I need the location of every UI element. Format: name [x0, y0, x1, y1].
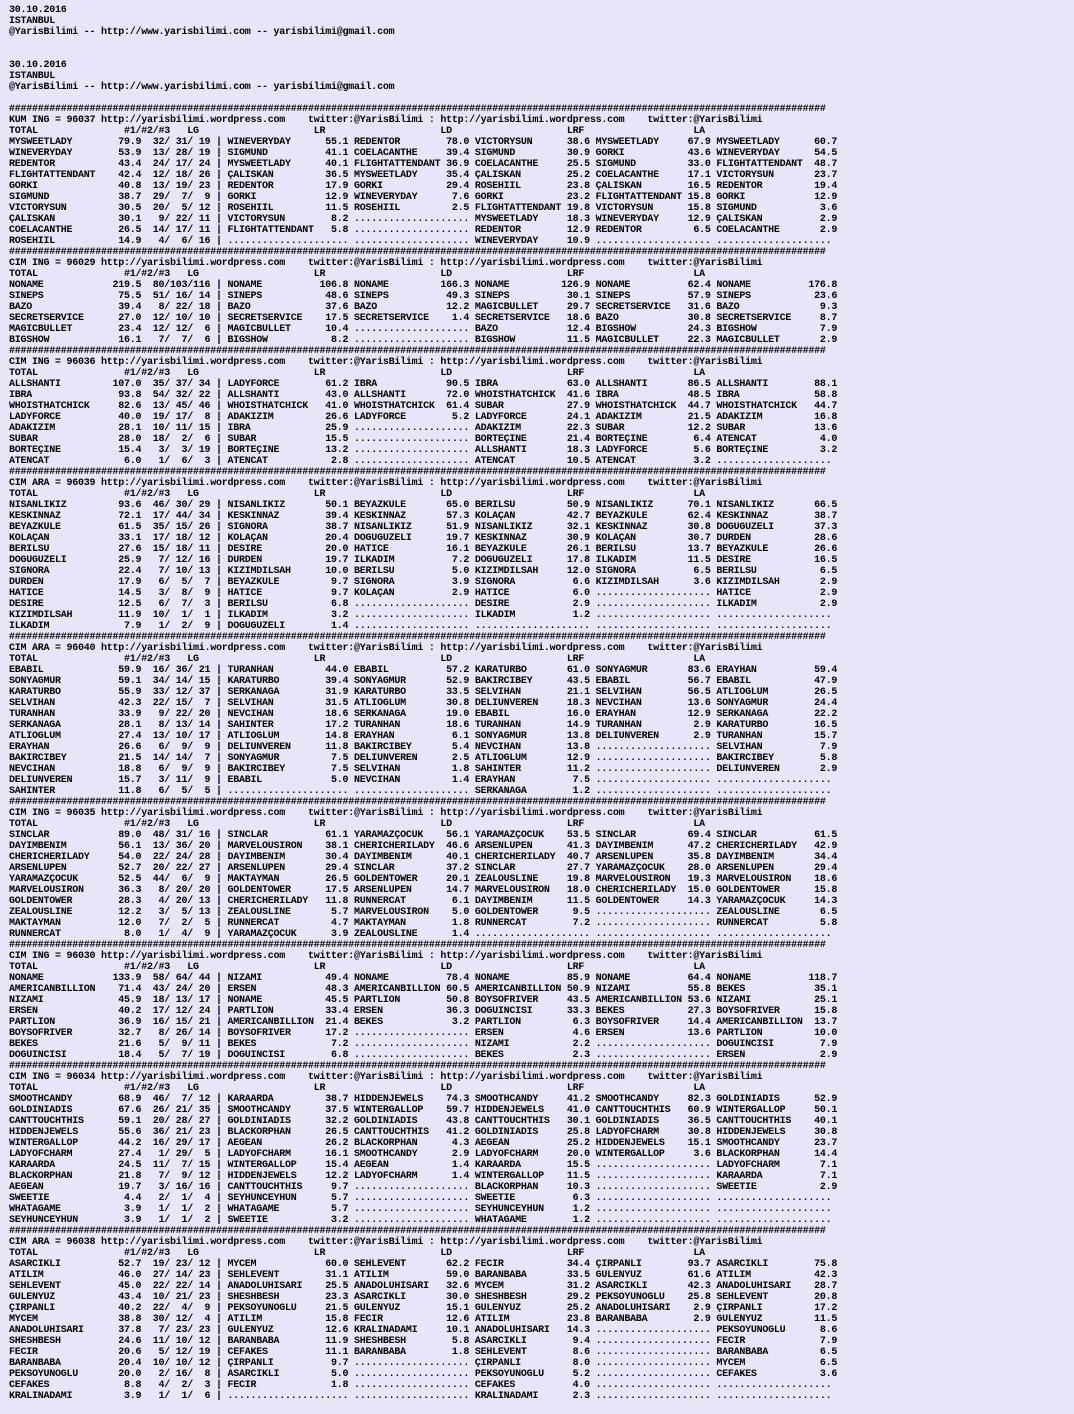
- text-line: BARANBABA 20.4 10/ 10/ 12 | ÇIRPANLI 9.7 .................... ÇIRPANLI 8.0 .................... MYCEM 6.5: [9, 1358, 838, 1369]
- text-line: SMOOTHCANDY 68.9 46/ 7/ 12 | KARAARDA 38.7 HIDDENJEWELS 74.3 SMOOTHCANDY 41.2 SMOOTHCANDY 82.3 GOLDINIADIS 52.9: [9, 1094, 838, 1105]
- text-line: HATICE 14.5 3/ 8/ 9 | HATICE 9.7 KOLAÇAN 2.9 HATICE 6.0 .................... HATICE 2.9: [9, 588, 838, 599]
- text-line: SWEETIE 4.4 2/ 1/ 4 | SEYHUNCEYHUN 5.7 .................... SWEETIE 6.3 .................... ....................: [9, 1193, 832, 1204]
- text-line: FECIR 20.6 5/ 12/ 19 | CEFAKES 11.1 BARANBABA 1.8 SEHLEVENT 8.6 .................... BARANBABA 6.5: [9, 1347, 838, 1358]
- separator-line: ##############################################################################################################################################: [9, 940, 826, 951]
- text-line: YARAMAZÇOCUK 52.5 44/ 6/ 9 | MAKTAYMAN 26.5 GOLDENTOWER 20.1 ZEALOUSLINE 19.8 MARVELOUSIRON 19.3 MARVELOUSIRON 18.6: [9, 874, 838, 885]
- separator-line: ##############################################################################################################################################: [9, 467, 826, 478]
- race-header-line: KUM ING = 96037 http://yarisbilimi.wordpress.com twitter:@YarisBilimi : http://yarisbilimi.wordpress.com twitter:@YarisBilimi: [9, 115, 763, 126]
- separator-line: ##############################################################################################################################################: [9, 632, 826, 643]
- text-line: BEYAZKULE 61.5 35/ 15/ 26 | SIGNORA 38.7 NISANLIKIZ 51.9 NISANLIKIZ 32.1 KESKINNAZ 30.8 DOGUGUZELI 37.3: [9, 522, 838, 533]
- text-line: BEKES 21.6 5/ 9/ 11 | BEKES 7.2 .................... NIZAMI 2.2 .................... DOGUINCISI 7.9: [9, 1039, 838, 1050]
- race-header-line: CIM ING = 96030 http://yarisbilimi.wordpress.com twitter:@YarisBilimi : http://yarisbilimi.wordpress.com twitter:@YarisBilimi: [9, 951, 763, 962]
- text-line: LADYFORCE 40.0 19/ 17/ 8 | ADAKIZIM 26.6 LADYFORCE 5.2 LADYFORCE 24.1 ADAKIZIM 21.5 ADAKIZIM 16.8: [9, 412, 838, 423]
- text-line: ISTANBUL: [9, 71, 56, 82]
- text-line: 30.10.2016: [9, 60, 67, 71]
- text-line: DAYIMBENIM 56.1 13/ 36/ 20 | MARVELOUSIRON 38.1 CHERICHERILADY 46.6 ARSENLUPEN 41.3 DAYIMBENIM 47.2 CHERICHERILADY 42.9: [9, 841, 838, 852]
- text-line: DURDEN 17.9 6/ 5/ 7 | BEYAZKULE 9.7 SIGNORA 3.9 SIGNORA 6.6 KIZIMDILSAH 3.6 KIZIMDILSAH 2.9: [9, 577, 838, 588]
- text-line: BAZO 39.4 8/ 22/ 18 | BAZO 37.6 BAZO 12.2 MAGICBULLET 29.7 SECRETSERVICE 31.6 BAZO 9.3: [9, 302, 838, 313]
- text-line: BAKIRCIBEY 21.5 14/ 14/ 7 | SONYAGMUR 7.5 DELIUNVEREN 2.5 ATLIOGLUM 12.9 .................... BAKIRCIBEY 5.8: [9, 753, 838, 764]
- text-line: WHOISTHATCHICK 82.6 13/ 45/ 46 | WHOISTHATCHICK 41.0 WHOISTHATCHICK 61.4 SUBAR 27.9 WHOISTHATCHICK 44.7 WHOISTHATCHICK 44.7: [9, 401, 838, 412]
- text-line: MARVELOUSIRON 36.3 8/ 20/ 20 | GOLDENTOWER 17.5 ARSENLUPEN 14.7 MARVELOUSIRON 18.0 CHERICHERILADY 15.0 GOLDENTOWER 15.8: [9, 885, 838, 896]
- text-line: SHESHBESH 24.6 11/ 10/ 12 | BARANBABA 11.9 SHESHBESH 5.8 ASARCIKLI 9.4 .................... FECIR 7.9: [9, 1336, 838, 1347]
- text-line: FLIGHTATTENDANT 42.4 12/ 18/ 26 | ÇALISKAN 36.5 MYSWEETLADY 35.4 ÇALISKAN 25.2 COELACANTHE 17.1 VICTORYSUN 23.7: [9, 170, 838, 181]
- text-line: ERSEN 40.2 17/ 12/ 24 | PARTLION 33.4 ERSEN 36.3 DOGUINCISI 33.3 BEKES 27.3 BOYSOFRIVER 15.8: [9, 1006, 838, 1017]
- text-line: 30.10.2016: [9, 5, 67, 16]
- text-line: GOLDINIADIS 67.6 26/ 21/ 35 | SMOOTHCANDY 37.5 WINTERGALLOP 59.7 HIDDENJEWELS 41.0 CANTTOUCHTHIS 60.9 WINTERGALLOP 50.1: [9, 1105, 838, 1116]
- text-line: IBRA 93.8 54/ 32/ 22 | ALLSHANTI 43.0 ALLSHANTI 72.0 WHOISTHATCHICK 41.6 IBRA 48.5 IBRA 58.8: [9, 390, 838, 401]
- race-header-line: CIM ING = 96034 http://yarisbilimi.wordpress.com twitter:@YarisBilimi : http://yarisbilimi.wordpress.com twitter:@YarisBilimi: [9, 1072, 763, 1083]
- text-line: DELIUNVEREN 15.7 3/ 11/ 9 | EBABIL 5.0 NEVCIHAN 1.4 ERAYHAN 7.5 .................... ....................: [9, 775, 832, 786]
- text-line: ANADOLUHISARI 37.8 7/ 23/ 23 | GULENYUZ 12.6 KRALINADAMI 10.1 ANADOLUHISARI 14.3 .................... PEKSOYUNOGLU 8.6: [9, 1325, 838, 1336]
- text-line: ISTANBUL: [9, 16, 56, 27]
- text-line: ÇIRPANLI 40.2 22/ 4/ 9 | PEKSOYUNOGLU 21.5 GULENYUZ 15.1 GULENYUZ 25.2 ANADOLUHISARI 2.9 ÇIRPANLI 17.2: [9, 1303, 838, 1314]
- text-line: MYCEM 38.8 30/ 12/ 4 | ATILIM 15.8 FECIR 12.6 ATILIM 23.8 BARANBABA 2.9 GULENYUZ 11.5: [9, 1314, 838, 1325]
- text-line: SERKANAGA 28.1 8/ 13/ 14 | SAHINTER 17.2 TURANHAN 18.6 TURANHAN 14.9 TURANHAN 2.9 KARATURBO 16.5: [9, 720, 838, 731]
- separator-line: ##############################################################################################################################################: [9, 346, 826, 357]
- text-line: ROSEHIIL 14.9 4/ 6/ 16 | ..................... .................... WINEVERYDAY 10.9 .................... ....................: [9, 236, 832, 247]
- blank-line: [9, 49, 1074, 60]
- column-header-line: TOTAL #1/#2/#3 LG LR LD LRF LA: [9, 819, 705, 830]
- column-header-line: TOTAL #1/#2/#3 LG LR LD LRF LA: [9, 962, 705, 973]
- text-line: EBABIL 59.9 16/ 36/ 21 | TURANHAN 44.0 EBABIL 57.2 KARATURBO 61.0 SONYAGMUR 83.6 ERAYHAN 59.4: [9, 665, 838, 676]
- text-line: KIZIMDILSAH 11.9 10/ 1/ 1 | ILKADIM 3.2 .................... ILKADIM 1.2 .................... ....................: [9, 610, 832, 621]
- text-line: TURANHAN 33.9 9/ 22/ 20 | NEVCIHAN 18.6 SERKANAGA 19.0 EBABIL 16.0 ERAYHAN 12.9 SERKANAGA 22.2: [9, 709, 838, 720]
- text-line: NEVCIHAN 18.8 6/ 9/ 9 | BAKIRCIBEY 7.5 SELVIHAN 1.8 SAHINTER 11.2 .................... DELIUNVEREN 2.9: [9, 764, 838, 775]
- text-line: SAHINTER 11.8 6/ 5/ 5 | ..................... .................... SERKANAGA 1.2 .................... ....................: [9, 786, 832, 797]
- text-line: HIDDENJEWELS 55.6 36/ 21/ 23 | BLACKORPHAN 26.5 CANTTOUCHTHIS 41.2 GOLDINIADIS 25.8 LADYOFCHARM 30.8 HIDDENJEWELS 30.8: [9, 1127, 838, 1138]
- blank-line: [9, 38, 1074, 49]
- race-header-line: CIM ING = 96036 http://yarisbilimi.wordpress.com twitter:@YarisBilimi : http://yarisbilimi.wordpress.com twitter:@YarisBilimi: [9, 357, 763, 368]
- separator-line: ##############################################################################################################################################: [9, 1226, 826, 1237]
- text-line: @YarisBilimi -- http://www.yarisbilimi.com -- yarisbilimi@gmail.com: [9, 27, 395, 38]
- text-line: SINCLAR 89.0 48/ 31/ 16 | SINCLAR 61.1 YARAMAZÇOCUK 56.1 YARAMAZÇOCUK 53.5 SINCLAR 69.4 SINCLAR 61.5: [9, 830, 838, 841]
- separator-line: ##############################################################################################################################################: [9, 247, 826, 258]
- column-header-line: TOTAL #1/#2/#3 LG LR LD LRF LA: [9, 489, 705, 500]
- column-header-line: TOTAL #1/#2/#3 LG LR LD LRF LA: [9, 269, 705, 280]
- text-line: ATENCAT 6.0 1/ 6/ 3 | ATENCAT 2.8 .................... ATENCAT 10.5 ATENCAT 3.2 ....................: [9, 456, 832, 467]
- text-line: COELACANTHE 26.5 14/ 17/ 11 | FLIGHTATTENDANT 5.8 .................... REDENTOR 12.9 REDENTOR 6.5 COELACANTHE 2.9: [9, 225, 838, 236]
- text-line: BIGSHOW 16.1 7/ 7/ 6 | BIGSHOW 8.2 .................... BIGSHOW 11.5 MAGICBULLET 22.3 MAGICBULLET 2.9: [9, 335, 838, 346]
- separator-line: ##############################################################################################################################################: [9, 1061, 826, 1072]
- text-line: MAGICBULLET 23.4 12/ 12/ 6 | MAGICBULLET 10.4 .................... BAZO 12.4 BIGSHOW 24.3 BIGSHOW 7.9: [9, 324, 838, 335]
- text-line: KARAARDA 24.5 11/ 7/ 15 | WINTERGALLOP 15.4 AEGEAN 1.4 KARAARDA 15.5 .................... LADYOFCHARM 7.1: [9, 1160, 838, 1171]
- text-line: ATILIM 46.0 27/ 14/ 23 | SEHLEVENT 31.1 ATILIM 59.0 BARANBABA 33.5 GULENYUZ 61.6 ATILIM 42.3: [9, 1270, 838, 1281]
- text-line: NONAME 133.9 58/ 64/ 44 | NIZAMI 49.4 NONAME 78.4 NONAME 85.9 NONAME 64.4 NONAME 118.7: [9, 973, 838, 984]
- text-line: BORTEÇINE 15.4 3/ 3/ 19 | BORTEÇINE 13.2 .................... ALLSHANTI 18.3 LADYFORCE 5.6 BORTEÇINE 3.2: [9, 445, 838, 456]
- text-line: DOGUGUZELI 25.9 7/ 12/ 16 | DURDEN 19.7 ILKADIM 7.2 DOGUGUZELI 17.8 ILKADIM 11.5 DESIRE 16.5: [9, 555, 838, 566]
- text-line: KESKINNAZ 72.1 17/ 44/ 34 | KESKINNAZ 39.4 KESKINNAZ 57.3 KOLAÇAN 42.7 BEYAZKULE 62.4 KESKINNAZ 38.7: [9, 511, 838, 522]
- text-line: AEGEAN 19.7 3/ 16/ 16 | CANTTOUCHTHIS 9.7 .................... BLACKORPHAN 10.3 .................... SWEETIE 2.9: [9, 1182, 838, 1193]
- text-line: CEFAKES 8.8 4/ 2/ 3 | FECIR 1.8 .................... CEFAKES 4.0 .................... ....................: [9, 1380, 832, 1391]
- text-line: BLACKORPHAN 21.8 7/ 9/ 12 | HIDDENJEWELS 12.2 LADYOFCHARM 1.4 WINTERGALLOP 11.5 .................... KARAARDA 7.1: [9, 1171, 838, 1182]
- race-header-line: CIM ARA = 96039 http://yarisbilimi.wordpress.com twitter:@YarisBilimi : http://yarisbilimi.wordpress.com twitter:@YarisBilimi: [9, 478, 763, 489]
- race-header-line: CIM ING = 96035 http://yarisbilimi.wordpress.com twitter:@YarisBilimi : http://yarisbilimi.wordpress.com twitter:@YarisBilimi: [9, 808, 763, 819]
- text-line: KARATURBO 55.9 33/ 12/ 37 | SERKANAGA 31.9 KARATURBO 33.5 SELVIHAN 21.1 SELVIHAN 56.5 ATLIOGLUM 26.5: [9, 687, 838, 698]
- text-line: RUNNERCAT 8.0 1/ 4/ 9 | YARAMAZÇOCUK 3.9 ZEALOUSLINE 1.4 .................... .................... ....................: [9, 929, 832, 940]
- text-line: SIGMUND 38.7 29/ 7/ 9 | GORKI 12.9 WINEVERYDAY 7.6 GORKI 23.2 FLIGHTATTENDANT 15.8 GORKI 12.9: [9, 192, 838, 203]
- text-line: ADAKIZIM 28.1 10/ 11/ 15 | IBRA 25.9 .................... ADAKIZIM 22.3 SUBAR 12.2 SUBAR 13.6: [9, 423, 838, 434]
- text-line: WINTERGALLOP 44.2 16/ 29/ 17 | AEGEAN 26.2 BLACKORPHAN 4.3 AEGEAN 25.2 HIDDENJEWELS 15.1 SMOOTHCANDY 23.7: [9, 1138, 838, 1149]
- blank-line: [9, 93, 1074, 104]
- race-header-line: CIM ING = 96029 http://yarisbilimi.wordpress.com twitter:@YarisBilimi : http://yarisbilimi.wordpress.com twitter:@YarisBilimi: [9, 258, 763, 269]
- text-line: SEHLEVENT 45.0 22/ 22/ 14 | ANADOLUHISARI 25.5 ANADOLUHISARI 32.6 MYCEM 31.2 ASARCIKLI 42.3 ANADOLUHISARI 28.7: [9, 1281, 838, 1292]
- text-line: NIZAMI 45.9 18/ 13/ 17 | NONAME 45.5 PARTLION 50.8 BOYSOFRIVER 43.5 AMERICANBILLION 53.6 NIZAMI 25.1: [9, 995, 838, 1006]
- text-line: NISANLIKIZ 93.6 46/ 30/ 29 | NISANLIKIZ 50.1 BEYAZKULE 65.0 BERILSU 50.9 NISANLIKIZ 70.1 NISANLIKIZ 66.5: [9, 500, 838, 511]
- text-line: REDENTOR 43.4 24/ 17/ 24 | MYSWEETLADY 40.1 FLIGHTATTENDANT 36.9 COELACANTHE 25.5 SIGMUND 33.0 FLIGHTATTENDANT 48.7: [9, 159, 838, 170]
- text-line: SONYAGMUR 59.1 34/ 14/ 15 | KARATURBO 39.4 SONYAGMUR 52.9 BAKIRCIBEY 43.5 EBABIL 56.7 EBABIL 47.9: [9, 676, 838, 687]
- text-line: MYSWEETLADY 79.9 32/ 31/ 19 | WINEVERYDAY 55.1 REDENTOR 78.0 VICTORYSUN 38.6 MYSWEETLADY 67.9 MYSWEETLADY 60.7: [9, 137, 838, 148]
- text-line: SEYHUNCEYHUN 3.9 1/ 1/ 2 | SWEETIE 3.2 .................... WHATAGAME 1.2 .................... ....................: [9, 1215, 832, 1226]
- race-header-line: CIM ARA = 96038 http://yarisbilimi.wordpress.com twitter:@YarisBilimi : http://yarisbilimi.wordpress.com twitter:@YarisBilimi: [9, 1237, 763, 1248]
- separator-line: ##############################################################################################################################################: [9, 797, 826, 808]
- text-line: GULENYUZ 43.4 10/ 21/ 23 | SHESHBESH 23.3 ASARCIKLI 30.0 SHESHBESH 29.2 PEKSOYUNOGLU 25.8 SEHLEVENT 20.8: [9, 1292, 838, 1303]
- text-line: KRALINADAMI 3.9 1/ 1/ 6 | ..................... .................... KRALINADAMI 2.3 .................... ....................: [9, 1391, 832, 1402]
- column-header-line: TOTAL #1/#2/#3 LG LR LD LRF LA: [9, 1248, 705, 1259]
- text-line: PEKSOYUNOGLU 20.0 2/ 16/ 8 | ASARCIKLI 5.0 .................... PEKSOYUNOGLU 5.2 .................... CEFAKES 3.6: [9, 1369, 838, 1380]
- text-line: SUBAR 28.0 18/ 2/ 6 | SUBAR 15.5 .................... BORTEÇINE 21.4 BORTEÇINE 6.4 ATENCAT 4.0: [9, 434, 838, 445]
- text-line: MAKTAYMAN 12.0 7/ 2/ 5 | RUNNERCAT 4.7 MAKTAYMAN 1.8 RUNNERCAT 7.2 .................... RUNNERCAT 5.8: [9, 918, 838, 929]
- text-line: AMERICANBILLION 71.4 43/ 24/ 20 | ERSEN 48.3 AMERICANBILLION 60.5 AMERICANBILLION 50.9 NIZAMI 55.8 BEKES 35.1: [9, 984, 838, 995]
- race-header-line: CIM ARA = 96040 http://yarisbilimi.wordpress.com twitter:@YarisBilimi : http://yarisbilimi.wordpress.com twitter:@YarisBilimi: [9, 643, 763, 654]
- column-header-line: TOTAL #1/#2/#3 LG LR LD LRF LA: [9, 654, 705, 665]
- text-line: DESIRE 12.5 6/ 7/ 3 | BERILSU 6.8 .................... DESIRE 2.9 .................... ILKADIM 2.9: [9, 599, 838, 610]
- text-line: KOLAÇAN 33.1 17/ 18/ 12 | KOLAÇAN 20.4 DOGUGUZELI 19.7 KESKINNAZ 30.9 KOLAÇAN 30.7 DURDEN 28.6: [9, 533, 838, 544]
- text-line: ALLSHANTI 107.0 35/ 37/ 34 | LADYFORCE 61.2 IBRA 90.5 IBRA 63.0 ALLSHANTI 86.5 ALLSHANTI 88.1: [9, 379, 838, 390]
- text-line: PARTLION 36.9 16/ 15/ 21 | AMERICANBILLION 21.4 BEKES 3.2 PARTLION 6.3 BOYSOFRIVER 14.4 AMERICANBILLION 13.7: [9, 1017, 838, 1028]
- text-line: SECRETSERVICE 27.0 12/ 10/ 10 | SECRETSERVICE 17.5 SECRETSERVICE 1.4 SECRETSERVICE 18.6 BAZO 30.8 SECRETSERVICE 8.7: [9, 313, 838, 324]
- text-line: SELVIHAN 42.3 22/ 15/ 7 | SELVIHAN 31.5 ATLIOGLUM 30.8 DELIUNVEREN 18.3 NEVCIHAN 13.6 SONYAGMUR 24.4: [9, 698, 838, 709]
- text-line: BOYSOFRIVER 32.7 8/ 26/ 14 | BOYSOFRIVER 17.2 .................... ERSEN 4.6 ERSEN 13.6 PARTLION 10.0: [9, 1028, 838, 1039]
- text-line: ASARCIKLI 52.7 19/ 23/ 12 | MYCEM 60.0 SEHLEVENT 62.2 FECIR 34.4 ÇIRPANLI 93.7 ASARCIKLI 75.8: [9, 1259, 838, 1270]
- separator-line: ##############################################################################################################################################: [9, 104, 826, 115]
- text-line: ARSENLUPEN 52.7 20/ 22/ 27 | ARSENLUPEN 29.4 SINCLAR 37.2 SINCLAR 27.7 YARAMAZÇOCUK 28.0 ARSENLUPEN 29.4: [9, 863, 838, 874]
- text-line: GORKI 40.8 13/ 19/ 23 | REDENTOR 17.9 GORKI 29.4 ROSEHIIL 23.8 ÇALISKAN 16.5 REDENTOR 19.4: [9, 181, 838, 192]
- text-line: VICTORYSUN 30.5 20/ 5/ 12 | ROSEHIIL 11.5 ROSEHIIL 2.5 FLIGHTATTENDANT 19.8 VICTORYSUN 15.8 SIGMUND 3.6: [9, 203, 838, 214]
- text-line: ÇALISKAN 30.1 9/ 22/ 11 | VICTORYSUN 8.2 .................... MYSWEETLADY 18.3 WINEVERYDAY 12.9 ÇALISKAN 2.9: [9, 214, 838, 225]
- text-line: WHATAGAME 3.9 1/ 1/ 2 | WHATAGAME 5.7 .................... SEYHUNCEYHUN 1.2 .................... ....................: [9, 1204, 832, 1215]
- text-line: LADYOFCHARM 27.4 1/ 29/ 5 | LADYOFCHARM 16.1 SMOOTHCANDY 2.9 LADYOFCHARM 20.0 WINTERGALLOP 3.6 BLACKORPHAN 14.4: [9, 1149, 838, 1160]
- text-line: CANTTOUCHTHIS 59.1 20/ 28/ 27 | GOLDINIADIS 32.2 GOLDINIADIS 43.8 CANTTOUCHTHIS 30.1 GOLDINIADIS 36.5 CANTTOUCHTHIS 40.1: [9, 1116, 838, 1127]
- text-line: SIGNORA 22.4 7/ 10/ 13 | KIZIMDILSAH 10.0 BERILSU 5.0 KIZIMDILSAH 12.0 SIGNORA 6.5 BERILSU 6.5: [9, 566, 838, 577]
- text-line: CHERICHERILADY 54.0 22/ 24/ 28 | DAYIMBENIM 30.4 DAYIMBENIM 40.1 CHERICHERILADY 40.7 ARSENLUPEN 35.8 DAYIMBENIM 34.4: [9, 852, 838, 863]
- text-line: ERAYHAN 26.6 6/ 9/ 9 | DELIUNVEREN 11.8 BAKIRCIBEY 5.4 NEVCIHAN 13.8 .................... SELVIHAN 7.9: [9, 742, 838, 753]
- text-line: DOGUINCISI 18.4 5/ 7/ 19 | DOGUINCISI 6.8 .................... BEKES 2.3 .................... ERSEN 2.9: [9, 1050, 838, 1061]
- text-line: ILKADIM 7.9 1/ 2/ 9 | DOGUGUZELI 1.4 .................... .................... .................... ....................: [9, 621, 832, 632]
- text-line: WINEVERYDAY 53.9 13/ 28/ 19 | SIGMUND 41.1 COELACANTHE 39.4 SIGMUND 30.9 GORKI 43.6 WINEVERYDAY 54.5: [9, 148, 838, 159]
- text-line: BERILSU 27.6 15/ 18/ 11 | DESIRE 20.0 HATICE 16.1 BEYAZKULE 26.1 BERILSU 13.7 BEYAZKULE 26.6: [9, 544, 838, 555]
- column-header-line: TOTAL #1/#2/#3 LG LR LD LRF LA: [9, 126, 705, 137]
- column-header-line: TOTAL #1/#2/#3 LG LR LD LRF LA: [9, 368, 705, 379]
- text-line: ATLIOGLUM 27.4 13/ 10/ 17 | ATLIOGLUM 14.8 ERAYHAN 6.1 SONYAGMUR 13.8 DELIUNVEREN 2.9 TURANHAN 15.7: [9, 731, 838, 742]
- text-line: @YarisBilimi -- http://www.yarisbilimi.com -- yarisbilimi@gmail.com: [9, 82, 395, 93]
- column-header-line: TOTAL #1/#2/#3 LG LR LD LRF LA: [9, 1083, 705, 1094]
- text-line: ZEALOUSLINE 12.2 3/ 5/ 13 | ZEALOUSLINE 5.7 MARVELOUSIRON 5.0 GOLDENTOWER 9.5 .................... ZEALOUSLINE 6.5: [9, 907, 838, 918]
- text-line: GOLDENTOWER 28.3 4/ 20/ 13 | CHERICHERILADY 11.8 RUNNERCAT 6.1 DAYIMBENIM 11.5 GOLDENTOWER 14.3 YARAMAZÇOCUK 14.3: [9, 896, 838, 907]
- text-line: SINEPS 75.5 51/ 16/ 14 | SINEPS 48.6 SINEPS 49.3 SINEPS 30.1 SINEPS 57.9 SINEPS 23.6: [9, 291, 838, 302]
- text-line: NONAME 219.5 80/103/116 | NONAME 106.8 NONAME 166.3 NONAME 126.9 NONAME 62.4 NONAME 176.8: [9, 280, 838, 291]
